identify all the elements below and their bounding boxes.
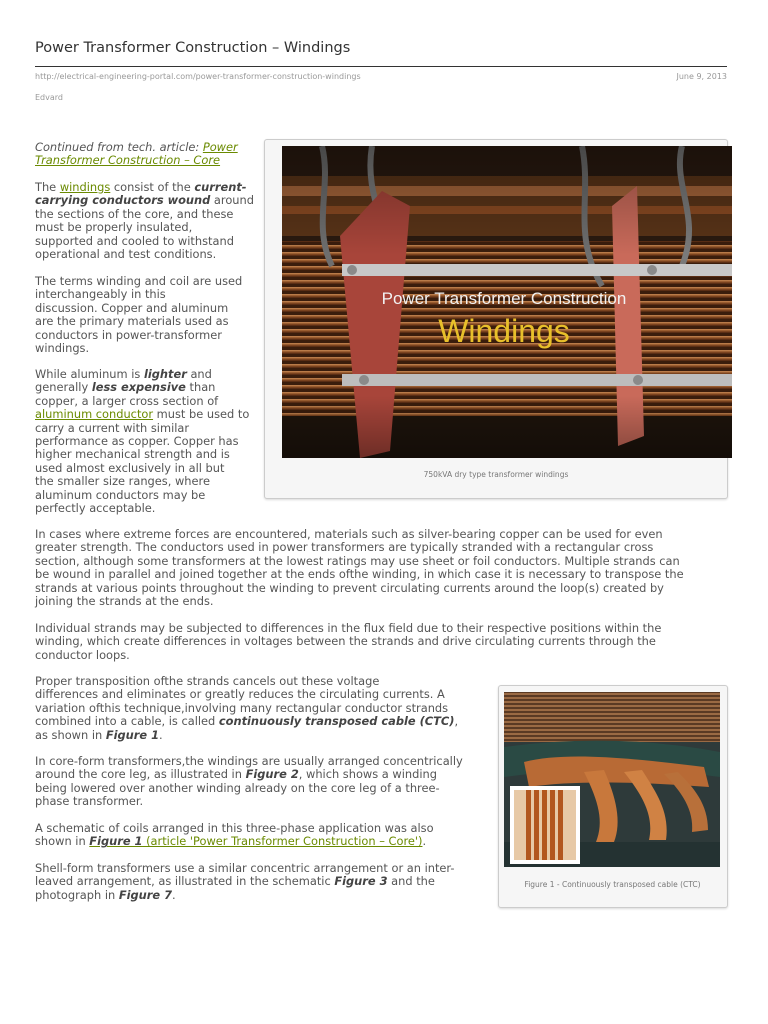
intro-paragraph: Continued from tech. article: Power Transformer Construction – Core <box>35 140 238 168</box>
core-article-link-cont[interactable]: Transformer Construction – Core <box>35 153 221 168</box>
shell-form-paragraph: Shell-form transformers use a similar concentric arrangement or an inter- leaved arrangement, as illustrated in the schematic Figure 3 and the photograph in Figure 7. <box>35 861 455 902</box>
extreme-forces-paragraph: In cases where extreme forces are encountered, materials such as silver-bearing copper can be used for even greater strength. The conductors used in power transformers are typically stranded with a rectangular cross section, although some transformers at the lowest ratings may use sheet or foil conductors. Multiple strands can be wound in parallel and joined together at the ends ofthe winding, in which case it is necessary to transpose the strands at various points throughout the winding to prevent circulating currents around the loop(s) created by joining the strands at the ends. <box>35 527 684 609</box>
figure-1-overlay-subtitle: Windings <box>438 313 570 349</box>
publish-date: June 9, 2013 <box>676 72 727 81</box>
transposition-paragraph: Proper transposition ofthe strands cancels out these voltage differences and eliminates or greatly reduces the circulating currents. A variation ofthis technique,involving many rectangular conductor strands combined into a cable, is called continuously transposed cable (CTC), as shown in Figure 1. <box>35 674 459 742</box>
individual-strands-paragraph: Individual strands may be subjected to differences in the flux field due to their respective positions within the winding, which create differences in voltages between the strands and drive circulating currents through the conductor loops. <box>35 621 662 662</box>
figure-1-caption: 750kVA dry type transformer windings <box>423 470 569 479</box>
schematic-paragraph: A schematic of coils arranged in this three-phase application was also shown in Figure 1 (article 'Power Transformer Construction – Core'). <box>35 821 434 849</box>
ctc-cable-photo <box>504 692 720 867</box>
aluminum-conductor-link[interactable]: aluminum conductor <box>35 407 154 422</box>
figure-2-caption: Figure 1 - Continuously transposed cable (CTC) <box>524 880 701 889</box>
title-divider <box>35 66 727 67</box>
windings-paragraph: The windings consist of the current- carrying conductors wound around the sections of the core, and these must be properly insulated, supported and cooled to withstand operational and test conditions. <box>35 180 254 262</box>
source-url: http://electrical-engineering-portal.com/power-transformer-construction-windings <box>35 72 361 81</box>
core-form-paragraph: In core-form transformers,the windings are usually arranged concentrically around the core leg, as illustrated in Figure 2, which shows a winding being lowered over another winding already on the core leg of a three- phase transformer. <box>35 754 463 809</box>
core-article-link[interactable]: Power <box>202 140 238 154</box>
terms-paragraph: The terms winding and coil are used interchangeably in this discussion. Copper and aluminum are the primary materials used as conductors in power-transformer windings. <box>35 274 243 356</box>
page-title: Power Transformer Construction – Windings <box>35 40 351 56</box>
figure-1-overlay-title: Power Transformer Construction <box>381 289 627 308</box>
author-name: Edvard <box>35 93 63 102</box>
aluminum-paragraph: While aluminum is lighter and generally less expensive than copper, a larger cross section of aluminum conductor must be used to carry a current with similar performance as copper. Copper has higher mechanical strength and is used almost exclusively in all but the smaller size ranges, where aluminum conductors may be perfectly acceptable. <box>35 367 250 516</box>
figure-1-core-link[interactable]: Figure 1 (article 'Power Transformer Construction – Core') <box>89 834 423 849</box>
windings-link[interactable]: windings <box>59 180 111 194</box>
transformer-windings-photo <box>282 146 732 458</box>
